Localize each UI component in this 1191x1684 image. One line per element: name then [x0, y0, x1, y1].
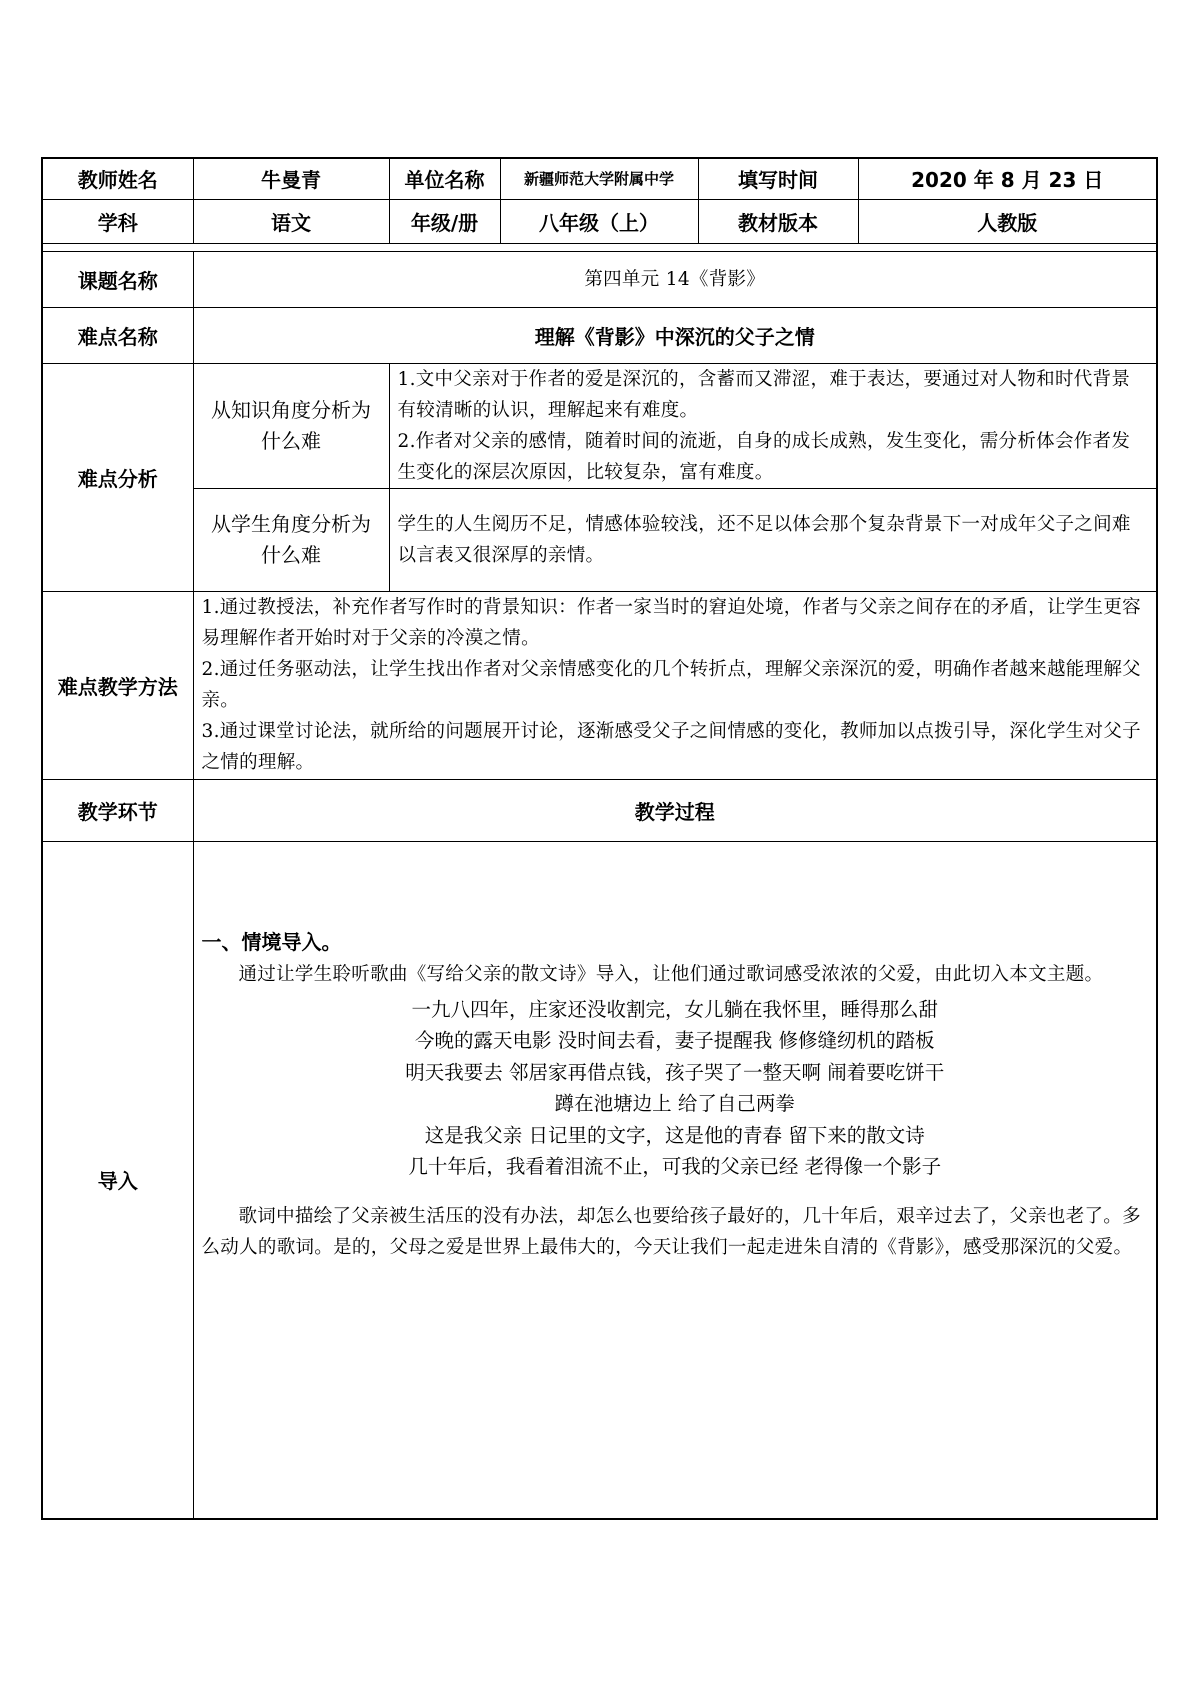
knowledge-label: 从知识角度分析为什么难 — [193, 363, 389, 488]
process-header-row — [42, 779, 1157, 841]
subject-value: 语文 — [193, 199, 389, 243]
difficulty-row — [42, 307, 1157, 363]
unit-value: 新疆师范大学附属中学 — [500, 158, 698, 199]
header-row-1 — [42, 158, 1157, 199]
analysis-knowledge-row — [42, 363, 1157, 488]
teacher-label: 教师姓名 — [42, 158, 193, 199]
process-header: 教学过程 — [193, 779, 1157, 841]
method-item-1: 1.通过教授法，补充作者写作时的背景知识：作者一家当时的窘迫处境，作者与父亲之间存在的矛盾，让学生更容易理解作者开始时对于父亲的冷漠之情。 — [201, 597, 1141, 649]
difficulty-label: 难点名称 — [42, 307, 193, 363]
analysis-student-row — [42, 488, 1157, 591]
intro-content — [193, 841, 1157, 1519]
lyric-line: 一九八四年，庄家还没收割完，女儿躺在我怀里，睡得那么甜 — [411, 997, 938, 1021]
grade-value: 八年级（上） — [500, 199, 698, 243]
lyrics-block — [202, 994, 1149, 1183]
grade-label: 年级/册 — [389, 199, 500, 243]
method-item-2: 2.通过任务驱动法，让学生找出作者对父亲情感变化的几个转折点，理解父亲深沉的爱，明确作者越来越能理解父亲。 — [201, 659, 1141, 711]
lyric-line: 几十年后，我看着泪流不止，可我的父亲已经 老得像一个影子 — [408, 1155, 942, 1178]
lyric-line: 这是我父亲 日记里的文字，这是他的青春 留下来的散文诗 — [424, 1123, 925, 1147]
student-text: 学生的人生阅历不足，情感体验较浅，还不足以体会那个复杂背景下一对成年父子之间难以言表又很深厚的亲情。 — [389, 488, 1157, 591]
methods-cell — [193, 591, 1157, 779]
edition-label: 教材版本 — [698, 199, 858, 243]
topic-row — [42, 251, 1157, 307]
lyric-line: 蹲在池塘边上 给了自己两拳 — [554, 1092, 795, 1115]
difficulty-value: 理解《背影》中深沉的父子之情 — [193, 307, 1157, 363]
intro-row — [42, 841, 1157, 1519]
knowledge-text-2: 2.作者对父亲的感情，随着时间的流逝，自身的成长成熟，发生变化，需分析体会作者发生变化的深层次原因，比较复杂，富有难度。 — [397, 430, 1131, 483]
date-label: 填写时间 — [698, 158, 858, 199]
header-row-2 — [42, 199, 1157, 243]
spacer-row — [42, 243, 1157, 251]
method-item-3: 3.通过课堂讨论法，就所给的问题展开讨论，逐渐感受父子之间情感的变化，教师加以点拨引导，深化学生对父子之情的理解。 — [201, 721, 1141, 773]
analysis-label: 难点分析 — [42, 363, 193, 591]
intro-paragraph-2: 歌词中描绘了父亲被生活压的没有办法，却怎么也要给孩子最好的，几十年后，艰辛过去了，父亲也老了。多么动人的歌词。是的，父母之爱是世界上最伟大的，今天让我们一起走进朱自清的《背影》，感受那深沉的父爱。 — [201, 1205, 1141, 1258]
teacher-value: 牛曼青 — [193, 158, 389, 199]
knowledge-cell — [389, 363, 1157, 488]
knowledge-text-1: 1.文中父亲对于作者的爱是深沉的，含蓄而又滞涩，难于表达，要通过对人物和时代背景有较清晰的认识，理解起来有难度。 — [397, 368, 1131, 421]
methods-label: 难点教学方法 — [42, 591, 193, 779]
student-label: 从学生角度分析为什么难 — [193, 488, 389, 591]
intro-title: 一、情境导入。 — [201, 929, 342, 954]
unit-label: 单位名称 — [389, 158, 500, 199]
topic-value: 第四单元 14《背影》 — [193, 251, 1157, 307]
topic-label: 课题名称 — [42, 251, 193, 307]
methods-row — [42, 591, 1157, 779]
intro-paragraph-1: 通过让学生聆听歌曲《写给父亲的散文诗》导入，让他们通过歌词感受浓浓的父爱，由此切入本文主题。 — [238, 963, 1104, 985]
lesson-plan-table — [41, 157, 1158, 1520]
date-value: 2020 年 8 月 23 日 — [858, 158, 1157, 199]
stage-header: 教学环节 — [42, 779, 193, 841]
lyric-line: 今晚的露天电影 没时间去看，妻子提醒我 修修缝纫机的踏板 — [415, 1029, 935, 1052]
lyric-line: 明天我要去 邻居家再借点钱，孩子哭了一整天啊 闹着要吃饼干 — [405, 1060, 945, 1084]
edition-value: 人教版 — [858, 199, 1157, 243]
subject-label: 学科 — [42, 199, 193, 243]
intro-stage: 导入 — [42, 841, 193, 1519]
